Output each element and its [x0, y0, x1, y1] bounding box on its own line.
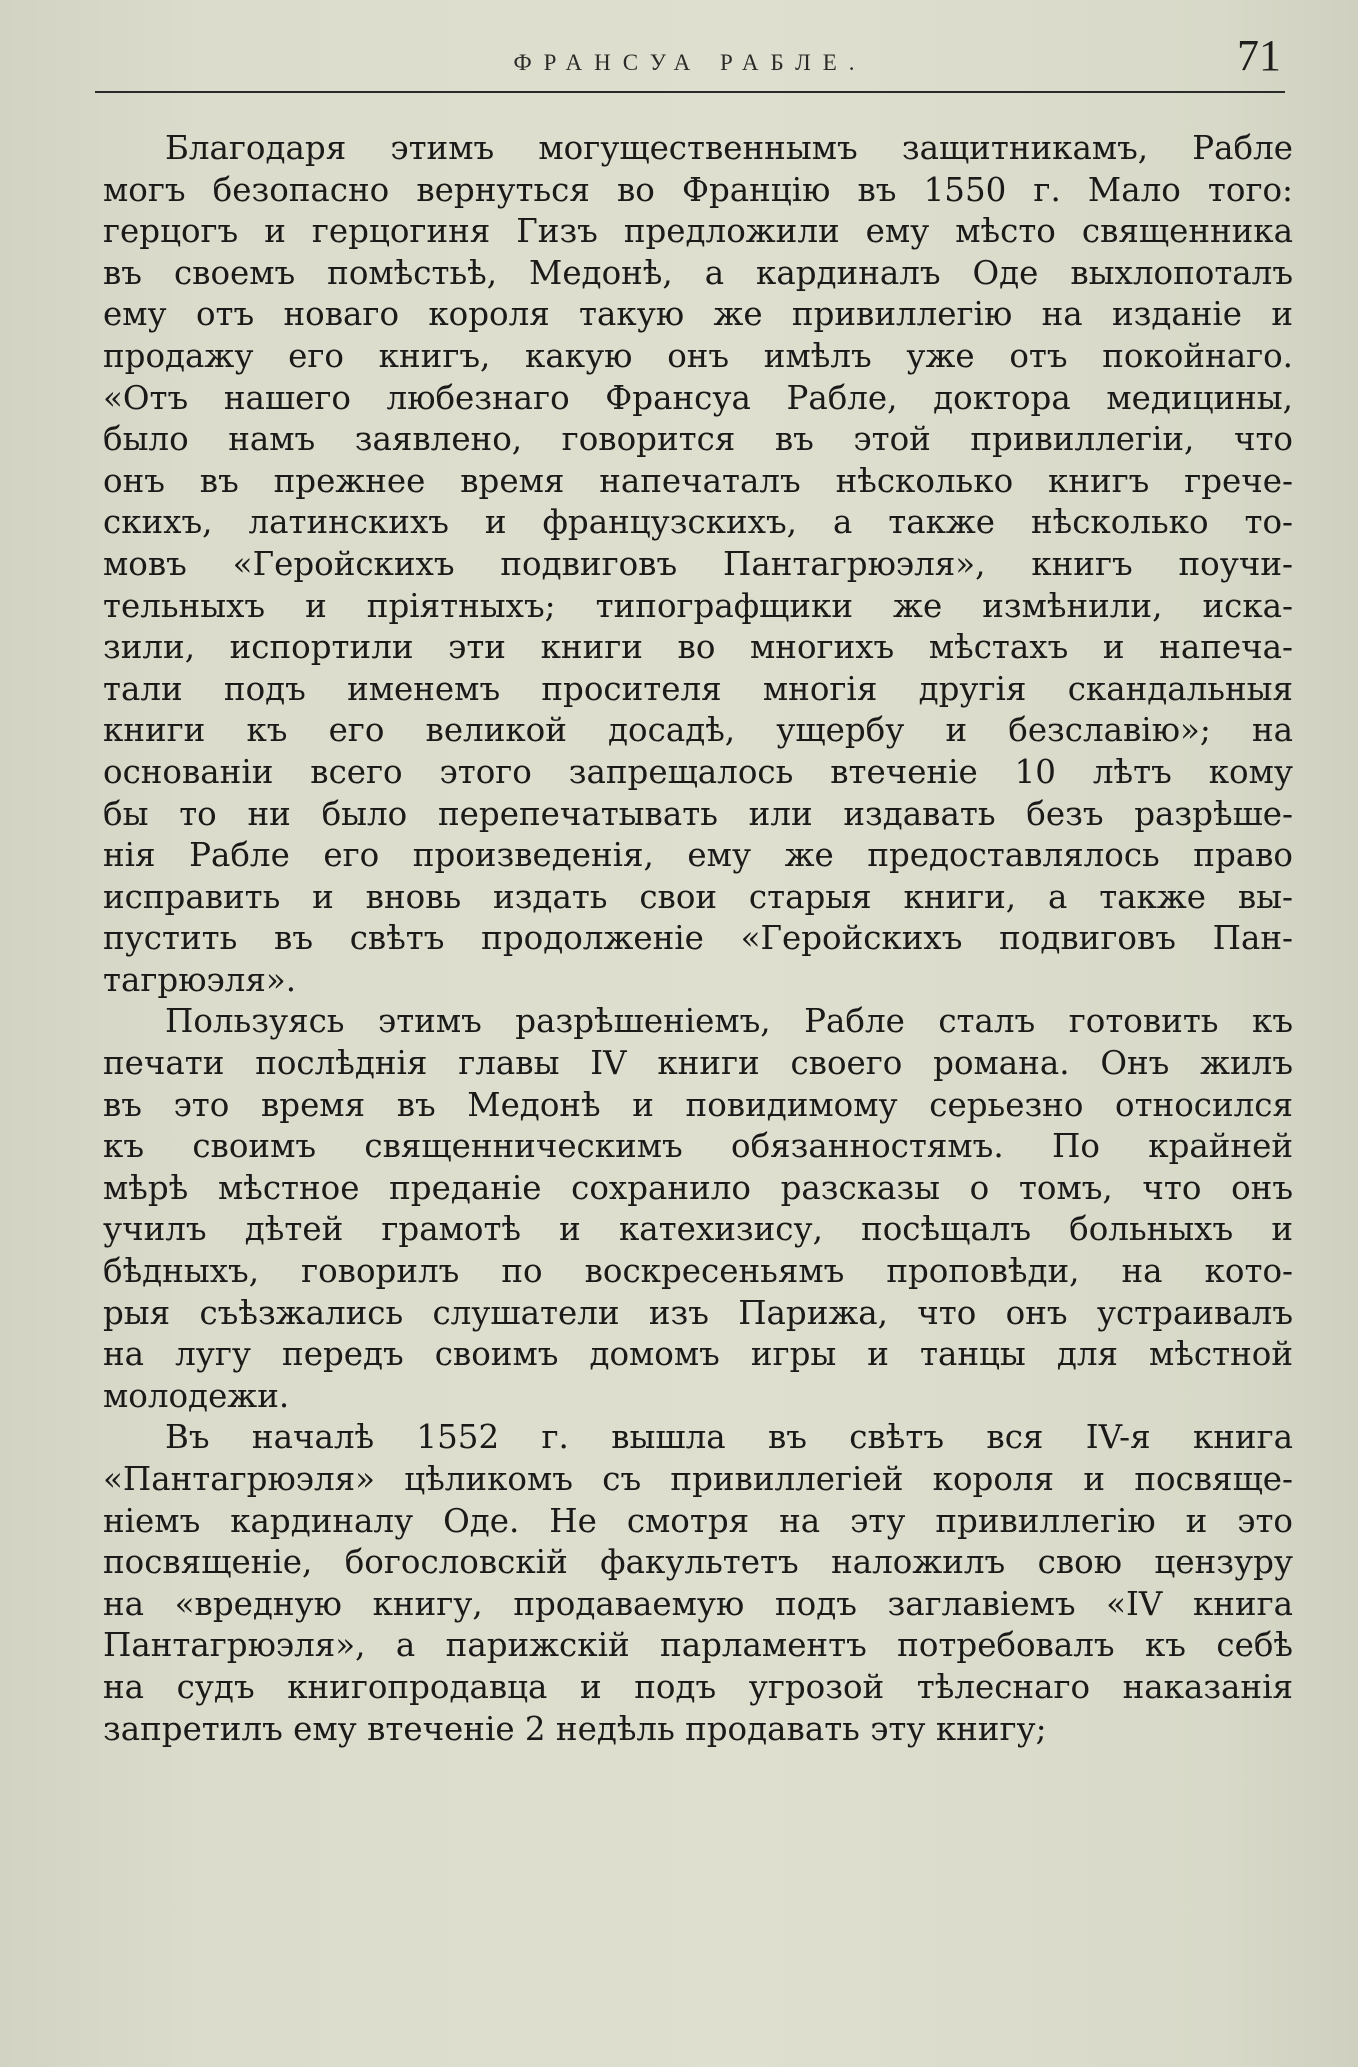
- text-line: ему отъ новаго короля такую же привиллегію на изданіе и: [103, 295, 1293, 334]
- body-text: [103, 128, 1293, 1750]
- text-line: тельныхъ и пріятныхъ; типографщики же измѣнили, иска-: [103, 586, 1293, 625]
- text-line: основаніи всего этого запрещалось втеченіе 10 лѣтъ кому: [103, 752, 1293, 791]
- text-line: тагрюэля».: [103, 960, 297, 999]
- text-line: Пантагрюэля», а парижскій парламентъ потребовалъ къ себѣ: [103, 1626, 1293, 1665]
- text-line: ніемъ кардиналу Оде. Не смотря на эту привиллегію и это: [103, 1501, 1293, 1540]
- text-line: нія Рабле его произведенія, ему же предоставлялось право: [103, 836, 1293, 875]
- text-line: рыя съѣзжались слушатели изъ Парижа, что онъ устраивалъ: [103, 1293, 1293, 1332]
- text-line: скихъ, латинскихъ и французскихъ, а также нѣсколько то-: [103, 503, 1293, 542]
- text-line: на судъ книгопродавца и подъ угрозой тѣлеснаго наказанія: [103, 1667, 1293, 1706]
- text-line: въ своемъ помѣстьѣ, Медонѣ, а кардиналъ Оде выхлопоталъ: [103, 253, 1293, 292]
- text-line: тали подъ именемъ просителя многія другія скандальныя: [103, 669, 1293, 708]
- text-line: бы то ни было перепечатывать или издавать безъ разрѣше-: [103, 794, 1293, 833]
- text-line: запретилъ ему втеченіе 2 недѣль продавать эту книгу;: [103, 1709, 1047, 1748]
- paragraph: [103, 1001, 1293, 1417]
- text-line: могъ безопасно вернуться во Францію въ 1550 г. Мало того:: [103, 170, 1293, 209]
- text-line: печати послѣднія главы IV книги своего романа. Онъ жилъ: [103, 1044, 1293, 1083]
- text-line: Благодаря этимъ могущественнымъ защитникамъ, Рабле: [165, 129, 1293, 167]
- text-line: Пользуясь этимъ разрѣшеніемъ, Рабле сталъ готовить къ: [165, 1002, 1293, 1041]
- text-line: продажу его книгъ, какую онъ имѣлъ уже отъ покойнаго.: [103, 336, 1293, 375]
- text-line: училъ дѣтей грамотѣ и катехизису, посѣщалъ больныхъ и: [103, 1210, 1293, 1249]
- text-line: въ это время въ Медонѣ и повидимому серьезно относился: [103, 1085, 1293, 1124]
- text-line: Въ началѣ 1552 г. вышла въ свѣтъ вся IV-я книга: [165, 1418, 1293, 1457]
- text-line: было намъ заявлено, говорится въ этой привиллегіи, что: [103, 420, 1293, 459]
- text-line: онъ въ прежнее время напечаталъ нѣсколько книгъ грече-: [103, 461, 1293, 500]
- text-line: герцогъ и герцогиня Гизъ предложили ему мѣсто священника: [103, 212, 1293, 251]
- text-line: исправить и вновь издать свои старыя книги, а также вы-: [103, 877, 1293, 916]
- text-line: зили, испортили эти книги во многихъ мѣстахъ и напеча-: [103, 628, 1293, 667]
- text-line: мѣрѣ мѣстное преданіе сохранило разсказы о томъ, что онъ: [103, 1168, 1293, 1207]
- text-line: пустить въ свѣтъ продолженіе «Геройскихъ подвиговъ Пан-: [103, 919, 1293, 958]
- text-line: мовъ «Геройскихъ подвиговъ Пантагрюэля», книгъ поучи-: [103, 544, 1293, 583]
- text-line: молодежи.: [103, 1376, 290, 1415]
- text-line: на лугу передъ своимъ домомъ игры и танцы для мѣстной: [103, 1335, 1293, 1374]
- text-line: къ своимъ священническимъ обязанностямъ. По крайней: [103, 1127, 1293, 1166]
- text-line: книги къ его великой досадѣ, ущербу и безславію»; на: [103, 711, 1293, 750]
- running-head: ФРАНСУА РАБЛЕ.: [513, 50, 867, 75]
- text-line: «Пантагрюэля» цѣликомъ съ привиллегіей короля и посвяще-: [103, 1460, 1293, 1498]
- header-rule: [95, 91, 1285, 93]
- text-line: посвященіе, богословскій факультетъ наложилъ свою цензуру: [103, 1543, 1293, 1582]
- page-number: 71: [1237, 31, 1281, 80]
- page-header: [95, 30, 1285, 96]
- paragraph: [103, 1417, 1293, 1750]
- paragraph: [103, 128, 1293, 1001]
- text-line: бѣдныхъ, говорилъ по воскресеньямъ проповѣди, на кото-: [103, 1252, 1293, 1291]
- text-line: на «вредную книгу, продаваемую подъ заглавіемъ «IV книга: [103, 1584, 1293, 1623]
- text-line: «Отъ нашего любезнаго Франсуа Рабле, доктора медицины,: [103, 378, 1293, 417]
